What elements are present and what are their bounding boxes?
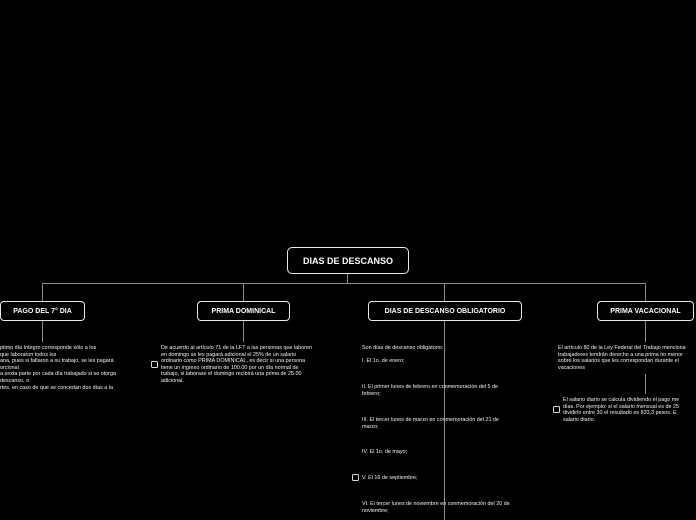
note-obligatorio-3: III. El tercer lunes de marzo en conmemoración del 21 de marzo;	[362, 417, 499, 430]
topic-pago-del-7-dia[interactable]: PAGO DEL 7° DIA	[0, 301, 85, 321]
note-obligatorio-2: II. El primer lunes de febrero en conmemoración del 5 de febrero;	[362, 384, 499, 397]
checkbox-obligatorio-5[interactable]	[352, 474, 359, 481]
note-pago-septimo-dia: ptimo día íntegro corresponde sólo a los que laboraron todos los ana, pues si faltaron a su trabajo, se les pagará orcional a sexta parte por cada día trabajado si se otorga descanso, o rtes, en caso de que se concedan dos días a la	[0, 345, 116, 391]
note-obligatorio-6: VI. El tercer lunes de noviembre en conmemoración del 20 de noviembre;	[362, 501, 510, 514]
connector-horizontal	[42, 283, 646, 284]
note-prima-dominical: De acuerdo al artículo 71 de la LFT a las personas que laboren en domingo se les pagará adicional el 25% de un salario ordinario como PRIMA DOMINICAL, es decir si una persona tiene un ingreso ordinario de 100.00 por un día normal de trabajo, si laborase el domingo recibirá una prima de 25.00 adicional.	[161, 345, 312, 384]
connector-branch-4	[645, 283, 646, 301]
branch-4-stem-2	[645, 374, 646, 394]
branch-1-stem	[42, 321, 43, 342]
topic-prima-dominical[interactable]: PRIMA DOMINICAL	[197, 301, 290, 321]
note-prima-vacacional-2: El salario diario se calcula dividiendo el pago me días. Por ejemplo: si el salario mensual es de 25 dividirlo entre 30 el resultado es 833,3 pesos. E salario diario.	[563, 397, 680, 423]
checkbox-prima-vacacional[interactable]	[553, 406, 560, 413]
branch-4-stem	[645, 321, 646, 342]
branch-2-stem	[243, 321, 244, 342]
note-obligatorio-intro: Son días de descanso obligatorio:	[362, 345, 444, 351]
connector-branch-3	[444, 283, 445, 301]
root-topic[interactable]: DIAS DE DESCANSO	[287, 247, 409, 274]
connector-branch-2	[243, 283, 244, 301]
topic-dias-de-descanso-obligatorio[interactable]: DIAS DE DESCANSO OBLIGATORIO	[368, 301, 522, 321]
connector-root-down	[347, 274, 348, 283]
note-obligatorio-1: I. El 1o. de enero;	[362, 358, 405, 364]
note-obligatorio-4: IV. El 1o. de mayo;	[362, 449, 408, 455]
note-prima-vacacional-1: El artículo 80 de la Ley Federal del Trabajo menciona trabajadores tendrán derecho a una prima no menor sobre los salarios que les correspondan durante el vacaciones	[558, 345, 686, 371]
connector-branch-1	[42, 283, 43, 301]
checkbox-prima-dominical[interactable]	[151, 361, 158, 368]
note-obligatorio-5: V. El 16 de septiembre;	[362, 475, 418, 481]
topic-prima-vacacional[interactable]: PRIMA VACACIONAL	[597, 301, 694, 321]
